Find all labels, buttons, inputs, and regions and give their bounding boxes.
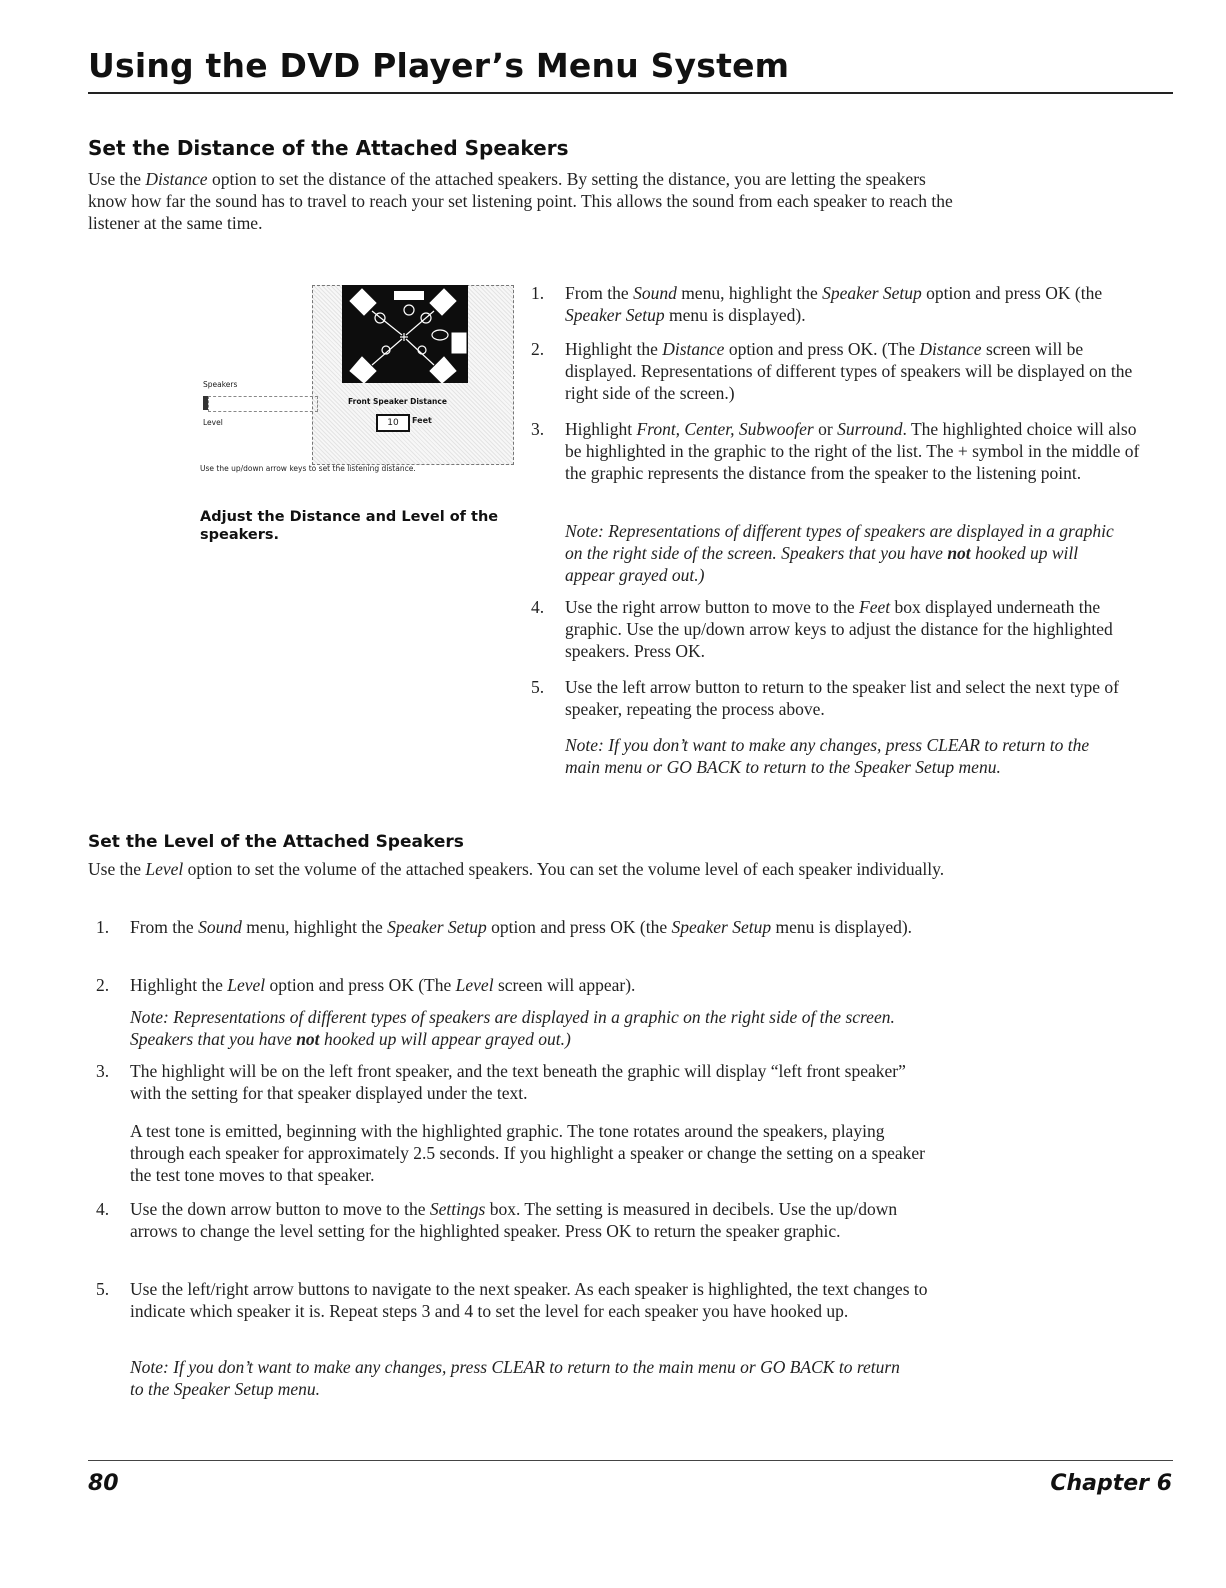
emphasis-text: Sound: [198, 917, 242, 937]
figure-instruction: Use the up/down arrow keys to set the listening distance.: [200, 464, 416, 473]
emphasis-text: Speaker Setup: [671, 917, 772, 937]
speakers-label: Speakers: [203, 380, 238, 389]
body-text: . The highlighted choice will also be highlighted in the graphic to the right of the list. The + symbol in the middle of the graphic represents the distance from the speaker to the listening point.: [565, 419, 1140, 483]
emphasis-text: Speaker Setup: [387, 917, 487, 937]
feet-label: Feet: [412, 416, 432, 425]
note-text: hooked up will appear grayed out.): [565, 543, 1079, 585]
speaker-graphic: [342, 285, 468, 383]
emphasis-text: Distance: [662, 339, 725, 359]
level-label: Level: [203, 418, 223, 427]
body-text: box displayed underneath the graphic. Use the up/down arrow keys to adjust the distance for the highlighted speakers. Press OK.: [565, 597, 1113, 661]
step-text: [565, 596, 1151, 662]
step-text: [130, 916, 936, 938]
body-text: option and press OK (The: [265, 975, 456, 995]
emphasis-text: Speaker Setup: [565, 305, 665, 325]
bold-emphasis: not: [296, 1029, 320, 1049]
distance-note-2: Note: If you don’t want to make any changes, press CLEAR to return to the main menu or GO BACK to return to the Speaker Setup menu.: [565, 735, 1090, 777]
emphasis-text: Speaker Setup: [822, 283, 922, 303]
step-number: 3.: [96, 1061, 110, 1081]
body-text: Use the right arrow button to move to the: [565, 597, 860, 617]
feet-input[interactable]: 10: [376, 414, 410, 432]
footer-rule: [88, 1460, 1173, 1461]
step-text: [565, 282, 1151, 326]
body-text: option and press OK. (The: [724, 339, 920, 359]
step-number: 5.: [531, 677, 545, 697]
emphasis-text: Feet: [859, 597, 891, 617]
body-text: From the: [565, 283, 634, 303]
emphasis-text: Surround: [837, 419, 903, 439]
body-text: or: [813, 419, 838, 439]
body-text: option to set the distance of the attached speakers. By setting the distance, you are letting the speakers know how far the sound has to travel to reach your set listening point. This allows the sound from each speaker to reach the listener at the same time.: [88, 169, 953, 233]
body-text: From the: [130, 917, 199, 937]
step-number: 3.: [531, 419, 545, 439]
step-number: 4.: [531, 597, 545, 617]
graphic-caption: Front Speaker Distance: [348, 397, 447, 406]
note-text: Note: Representations of different types of speakers are displayed in a graphic on the right side of the screen. Speakers that you have: [130, 1007, 895, 1049]
level-heading: Set the Level of the Attached Speakers: [88, 832, 464, 852]
step-number: 1.: [531, 283, 545, 303]
body-text: Use the: [88, 859, 146, 879]
body-text: option and press OK (the: [921, 283, 1103, 303]
body-text: Use the down arrow button to move to the: [130, 1199, 430, 1219]
body-text: box. The setting is measured in decibels. Use the up/down arrows to change the level setting for the highlighted speaker. Press OK to return the speaker graphic.: [130, 1199, 898, 1241]
body-text: menu, highlight the: [241, 917, 388, 937]
distance-note-1: [565, 520, 1125, 586]
emphasis-text: Distance: [919, 339, 982, 359]
step-number: 2.: [96, 975, 110, 995]
body-text: Highlight the: [130, 975, 228, 995]
figure-caption: Adjust the Distance and Level of the speakers.: [200, 509, 499, 543]
emphasis-text: Front, Center, Subwoofer: [636, 419, 814, 439]
body-text: Use the left arrow button to return to the speaker list and select the next type of speaker, repeating the process above.: [565, 677, 1119, 719]
step-text: [130, 1198, 936, 1242]
body-text: The highlight will be on the left front speaker, and the text beneath the graphic will display “left front speaker” with the setting for that speaker displayed under the text.: [130, 1061, 906, 1103]
emphasis-text: Distance: [145, 169, 208, 189]
body-text: option to set the volume of the attached speakers. You can set the volume level of each speaker individually.: [183, 859, 945, 879]
body-text: Highlight: [565, 419, 637, 439]
body-text: menu, highlight the: [676, 283, 823, 303]
emphasis-text: Level: [455, 975, 494, 995]
step-text: [565, 676, 1151, 720]
body-text: option and press OK (the: [486, 917, 672, 937]
step-number: 1.: [96, 917, 110, 937]
step-number: 2.: [531, 339, 545, 359]
emphasis-text: Settings: [429, 1199, 486, 1219]
speaker-layout-icon: [342, 285, 468, 383]
emphasis-text: Level: [227, 975, 266, 995]
step-text: [565, 338, 1151, 404]
step-number: 5.: [96, 1279, 110, 1299]
step-number: 4.: [96, 1199, 110, 1219]
body-text: Use the: [88, 169, 146, 189]
distance-intro: [88, 168, 968, 234]
test-tone-text: A test tone is emitted, beginning with the highlighted graphic. The tone rotates around the speakers, playing through each speaker for approximately 2.5 seconds. If you highlight a speaker or change the setting on a speaker the test tone moves to that speaker.: [130, 1121, 926, 1185]
speaker-list-box[interactable]: [208, 396, 318, 412]
step-text: [130, 1278, 936, 1322]
chapter-label: Chapter 6: [1050, 1471, 1172, 1496]
body-text: menu is displayed).: [771, 917, 913, 937]
page-number: 80: [88, 1471, 119, 1496]
note-text: hooked up will appear grayed out.): [319, 1029, 571, 1049]
distance-heading: Set the Distance of the Attached Speakers: [88, 136, 569, 160]
level-intro: [88, 858, 948, 880]
body-text: Highlight the: [565, 339, 663, 359]
emphasis-text: Level: [145, 859, 184, 879]
body-text: menu is displayed).: [664, 305, 806, 325]
emphasis-text: Sound: [633, 283, 677, 303]
step-text: [565, 418, 1151, 484]
bold-emphasis: not: [947, 543, 971, 563]
note-text: Note: Representations of different types of speakers are displayed in a graphic on the right side of the screen. Speakers that you have: [565, 521, 1114, 563]
page-title: Using the DVD Player’s Menu System: [88, 46, 790, 85]
step-text: [130, 974, 936, 996]
level-note-1: [130, 1006, 930, 1050]
body-text: screen will appear).: [493, 975, 636, 995]
step-text: [130, 1060, 936, 1104]
body-text: Use the left/right arrow buttons to navigate to the next speaker. As each speaker is highlighted, the text changes to indicate which speaker it is. Repeat steps 3 and 4 to set the level for each speaker you have hooked up.: [130, 1279, 928, 1321]
title-rule: [88, 92, 1173, 94]
body-text: screen will be displayed. Representations of different types of speakers will be displayed on the right side of the screen.): [565, 339, 1133, 403]
level-note-2: Note: If you don’t want to make any changes, press CLEAR to return to the main menu or GO BACK to return to the Speaker Setup menu.: [130, 1357, 900, 1399]
